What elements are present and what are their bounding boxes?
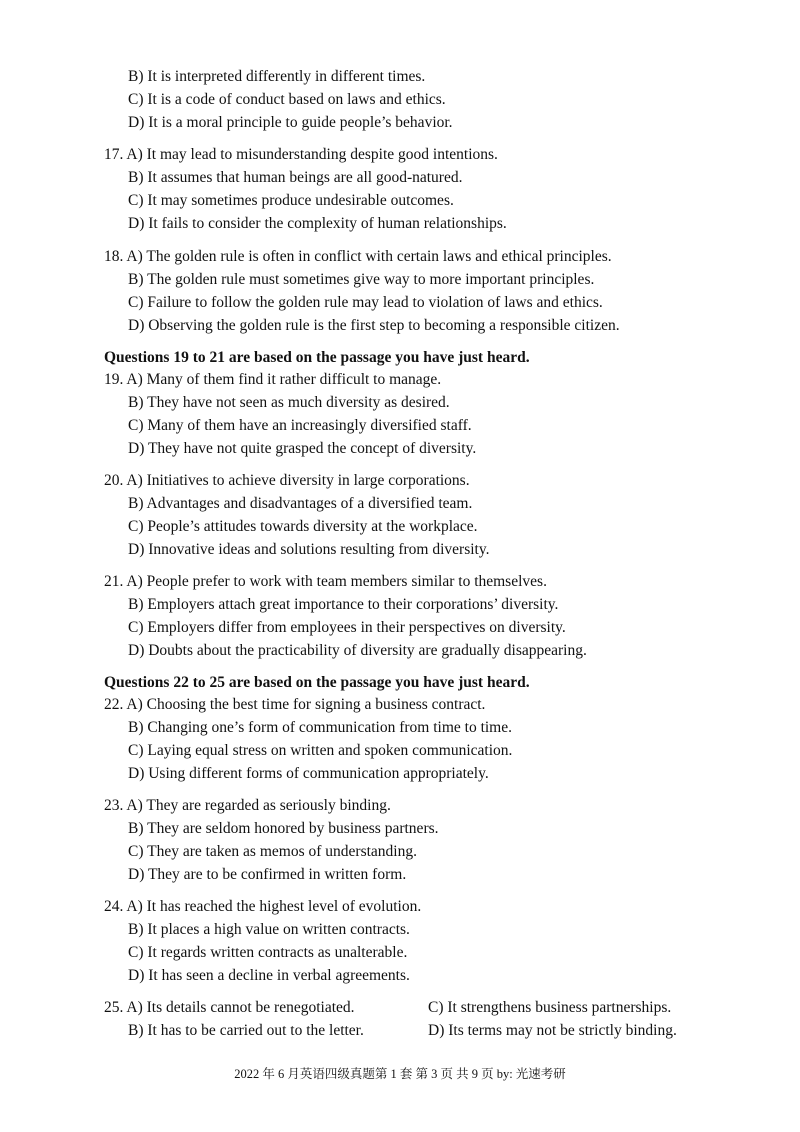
q23-option-d: D) They are to be confirmed in written form. <box>128 866 407 883</box>
q17-option-b: B) It assumes that human beings are all good-natured. <box>128 169 463 186</box>
q18-option-a: 18. A) The golden rule is often in conflict with certain laws and ethical principles. <box>104 248 612 265</box>
q16-option-b: B) It is interpreted differently in different times. <box>128 68 426 85</box>
q18-option-d: D) Observing the golden rule is the first step to becoming a responsible citizen. <box>128 317 620 334</box>
q22-option-c: C) Laying equal stress on written and spoken communication. <box>128 742 513 759</box>
q22-option-a: 22. A) Choosing the best time for signing a business contract. <box>104 696 486 713</box>
q23-option-c: C) They are taken as memos of understanding. <box>128 843 417 860</box>
q21-option-a: 21. A) People prefer to work with team members similar to themselves. <box>104 573 547 590</box>
q16-option-c: C) It is a code of conduct based on laws and ethics. <box>128 91 446 108</box>
q24-option-c: C) It regards written contracts as unalterable. <box>128 944 408 961</box>
q25-option-d: D) Its terms may not be strictly binding. <box>428 1022 677 1039</box>
q25-option-a: 25. A) Its details cannot be renegotiated. <box>104 999 355 1016</box>
q23-option-b: B) They are seldom honored by business partners. <box>128 820 439 837</box>
q16-option-d: D) It is a moral principle to guide people’s behavior. <box>128 114 453 131</box>
q17-option-d: D) It fails to consider the complexity of human relationships. <box>128 215 507 232</box>
section-heading-22-25: Questions 22 to 25 are based on the passage you have just heard. <box>104 674 530 691</box>
q22-option-d: D) Using different forms of communication appropriately. <box>128 765 489 782</box>
q21-option-c: C) Employers differ from employees in their perspectives on diversity. <box>128 619 566 636</box>
q25-option-c: C) It strengthens business partnerships. <box>428 999 672 1016</box>
q18-option-c: C) Failure to follow the golden rule may lead to violation of laws and ethics. <box>128 294 603 311</box>
q18-option-b: B) The golden rule must sometimes give way to more important principles. <box>128 271 595 288</box>
q24-option-a: 24. A) It has reached the highest level of evolution. <box>104 898 422 915</box>
q19-option-d: D) They have not quite grasped the concept of diversity. <box>128 440 477 457</box>
q24-option-b: B) It places a high value on written contracts. <box>128 921 410 938</box>
page-footer: 2022 年 6 月英语四级真题第 1 套 第 3 页 共 9 页 by: 光速考研 <box>234 1067 566 1081</box>
q20-option-a: 20. A) Initiatives to achieve diversity in large corporations. <box>104 472 470 489</box>
q19-option-a: 19. A) Many of them find it rather difficult to manage. <box>104 371 442 388</box>
q24-option-d: D) It has seen a decline in verbal agreements. <box>128 967 410 984</box>
q21-option-d: D) Doubts about the practicability of diversity are gradually disappearing. <box>128 642 587 659</box>
q20-option-b: B) Advantages and disadvantages of a diversified team. <box>128 495 473 512</box>
q22-option-b: B) Changing one’s form of communication from time to time. <box>128 719 512 736</box>
q17-option-c: C) It may sometimes produce undesirable outcomes. <box>128 192 454 209</box>
q20-option-d: D) Innovative ideas and solutions resulting from diversity. <box>128 541 490 558</box>
q23-option-a: 23. A) They are regarded as seriously binding. <box>104 797 391 814</box>
q19-option-b: B) They have not seen as much diversity as desired. <box>128 394 450 411</box>
q21-option-b: B) Employers attach great importance to their corporations’ diversity. <box>128 596 559 613</box>
q17-option-a: 17. A) It may lead to misunderstanding despite good intentions. <box>104 146 498 163</box>
q19-option-c: C) Many of them have an increasingly diversified staff. <box>128 417 472 434</box>
section-heading-19-21: Questions 19 to 21 are based on the passage you have just heard. <box>104 349 530 366</box>
q25-option-b: B) It has to be carried out to the letter. <box>128 1022 364 1039</box>
q20-option-c: C) People’s attitudes towards diversity at the workplace. <box>128 518 478 535</box>
